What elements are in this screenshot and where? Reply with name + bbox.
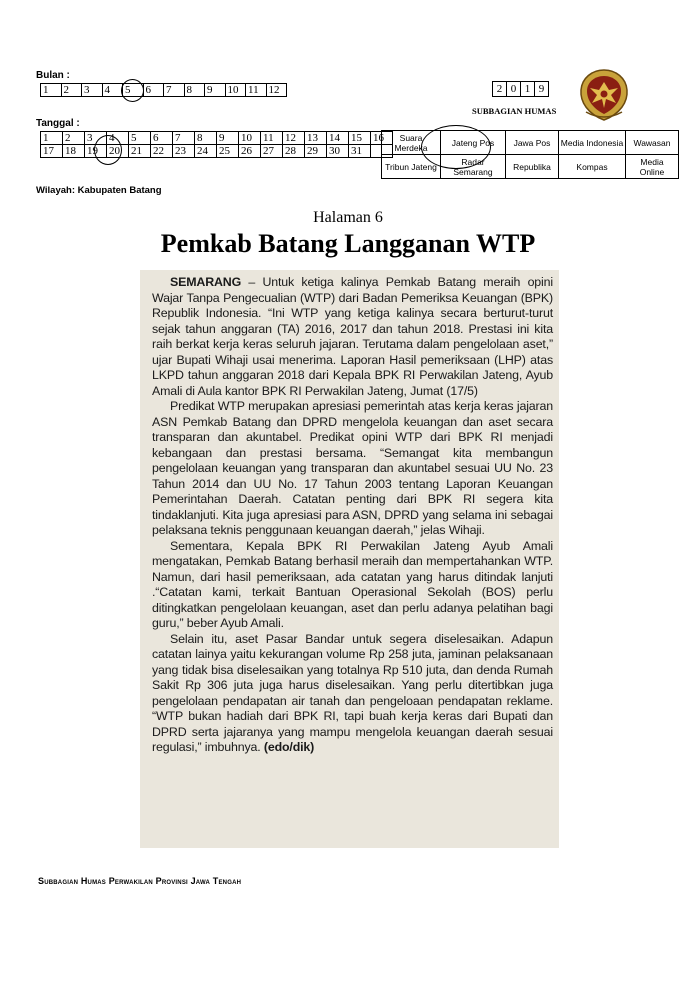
date-grid (40, 131, 393, 158)
date-cell: 28 (283, 145, 305, 158)
provincial-emblem-icon (576, 68, 632, 122)
date-cell: 3 (85, 132, 107, 145)
bulan-label: Bulan : (36, 70, 70, 81)
date-cell: 19 (85, 145, 107, 158)
month-cell-selected: 5 (123, 84, 144, 97)
date-cell: 8 (195, 132, 217, 145)
date-cell: 12 (283, 132, 305, 145)
clipping-text (140, 270, 559, 756)
month-cell: 3 (82, 84, 103, 97)
month-cell: 2 (61, 84, 82, 97)
media-cell: Kompas (559, 155, 626, 179)
wilayah-label: Wilayah: Kabupaten Batang (36, 185, 162, 196)
date-cell: 14 (327, 132, 349, 145)
media-cell: Suara Merdeka (382, 131, 441, 155)
tanggal-label: Tanggal : (36, 118, 80, 129)
date-cell: 1 (41, 132, 63, 145)
month-cell: 10 (225, 84, 246, 97)
date-cell: 22 (151, 145, 173, 158)
article-paragraph-2: Predikat WTP merupakan apresiasi pemerintah atas kerja keras jajaran ASN Pemkab Batang dan DPRD mengelola keuangan dan aset secara transparan dan akuntabel. Predikat opini WTP dari BPK RI menjadi kebangaan dan prestasi bersama. “Semangat kita membangun pengelolaan keuangan yang transparan dan akuntabel sesuai UU No. 23 Tahun 2014 dan UU No. 17 Tahun 2003 tentang Laporan Keuangan Pemerintahan Daerah. Catatan penting dari BPK RI segera kita tindaklanjuti. Kita juga apresiasi para ASN, DPRD yang selama ini sebagai pelaksana teknis penggunaan keuangan daerah,” jelas Wihaji. (152, 399, 553, 537)
month-cell: 9 (205, 84, 226, 97)
paragraph-text: – Untuk ketiga kalinya Pemkab Batang meraih opini Wajar Tanpa Pengecualian (WTP) dari Badan Pemeriksa Keuangan (BPK) Republik Indonesia. “Ini WTP yang ketiga kalinya secara berturut-turut sejak tahun anggaran (TA) 2016, 2017 dan tahun 2018. Prestasi ini kita raih berkat kerja keras seluruh jajaran. Terutama dalam pengelolaan aset,” ujar Bupati Wihaji usai menerima. Laporan Hasil pemeriksaan (LHP) atas LKPD tahun anggaran 2018 dari Kepala BPK RI Perwakilan Jateng, Ayub Amali di Aula kantor BPK RI Perwakilan Jateng, Jumat (17/5) (152, 275, 553, 398)
month-grid (40, 83, 287, 97)
month-cell: 12 (266, 84, 287, 97)
footer-text: Subbagian Humas Perwakilan Provinsi Jawa Tengah (38, 876, 242, 886)
article-byline: (edo/dik) (263, 740, 315, 754)
media-cell: Jawa Pos (506, 131, 559, 155)
date-cell: 5 (129, 132, 151, 145)
year-digit: 2 (493, 82, 507, 97)
date-cell: 23 (173, 145, 195, 158)
date-cell: 29 (305, 145, 327, 158)
year-digit: 0 (507, 82, 521, 97)
media-cell-selected: Jateng Pos (441, 131, 506, 155)
media-cell: Tribun Jateng (382, 155, 441, 179)
media-cell: Media Online (626, 155, 679, 179)
month-cell: 4 (102, 84, 123, 97)
newspaper-clipping (140, 270, 559, 848)
date-cell: 4 (107, 132, 129, 145)
selected-media-circle (421, 125, 491, 169)
date-cell: 15 (349, 132, 371, 145)
selected-month-circle (121, 79, 144, 102)
month-cell: 1 (41, 84, 62, 97)
date-cell: 16 (371, 132, 393, 145)
year-digit: 1 (521, 82, 535, 97)
article-paragraph-3: Sementara, Kepala BPK RI Perwakilan Jateng Ayub Amali mengatakan, Pemkab Batang berhasil meraih dan mempertahankan WTP. Namun, dari hasil pemeriksaan, ada catatan yang harus ditindak lanjuti .“Catatan kami, terkait Bantuan Operasional Sekolah (BOS) perlu ditingkatkan pengelolaan keuangan, aset dan perlu adanya pelatihan bagi guru,” beber Ayub Amali. (152, 538, 553, 630)
media-cell: Wawasan (626, 131, 679, 155)
date-cell: 9 (217, 132, 239, 145)
date-cell: 6 (151, 132, 173, 145)
month-cell: 8 (184, 84, 205, 97)
date-cell: 13 (305, 132, 327, 145)
subbagian-label: SUBBAGIAN HUMAS (472, 106, 557, 116)
year-digit: 9 (535, 82, 549, 97)
month-cell: 7 (164, 84, 185, 97)
media-cell: Republika (506, 155, 559, 179)
date-cell: 11 (261, 132, 283, 145)
article-title: Pemkab Batang Langganan WTP (160, 229, 536, 258)
date-cell: 7 (173, 132, 195, 145)
date-cell: 24 (195, 145, 217, 158)
date-cell: 21 (129, 145, 151, 158)
media-cell: Media Indonesia (559, 131, 626, 155)
month-cell: 6 (143, 84, 164, 97)
article-dateline: SEMARANG (170, 275, 242, 289)
date-cell: 27 (261, 145, 283, 158)
date-cell: 31 (349, 145, 371, 158)
date-cell: 18 (63, 145, 85, 158)
media-cell: Radar Semarang (441, 155, 506, 179)
paragraph-text: Selain itu, aset Pasar Bandar untuk segera diselesaikan. Adapun catatan lainya yaitu kekurangan volume Rp 258 juta, jaminan pelaksanaan yang tidak bisa diselesaikan yang totalnya Rp 510 juta, dan denda Rumah Sakit Rp 306 juta juga harus diselesaikan. Yang perlu ditertibkan juga pengelolaan pendapatan air tanah dan pengeloaan pendapatan reklame. “WTP bukan hadiah dari BPK RI, tapi buah kerja keras dari Bupati dan DPRD serta jajaranya yang mampu mengelola keuangan daerah sesuai regulasi,” imbuhnya. (152, 631, 553, 754)
article-paragraph-4 (152, 632, 553, 756)
month-cell: 11 (246, 84, 267, 97)
article-paragraph-1 (152, 275, 553, 399)
date-cell: 30 (327, 145, 349, 158)
date-cell: 25 (217, 145, 239, 158)
date-cell: 10 (239, 132, 261, 145)
date-cell-selected: 20 (107, 145, 129, 158)
date-cell: 26 (239, 145, 261, 158)
page-number: Halaman 6 (313, 209, 383, 226)
date-cell: 2 (63, 132, 85, 145)
selected-date-circle (94, 135, 122, 165)
date-cell: 17 (41, 145, 63, 158)
year-grid (492, 81, 549, 97)
